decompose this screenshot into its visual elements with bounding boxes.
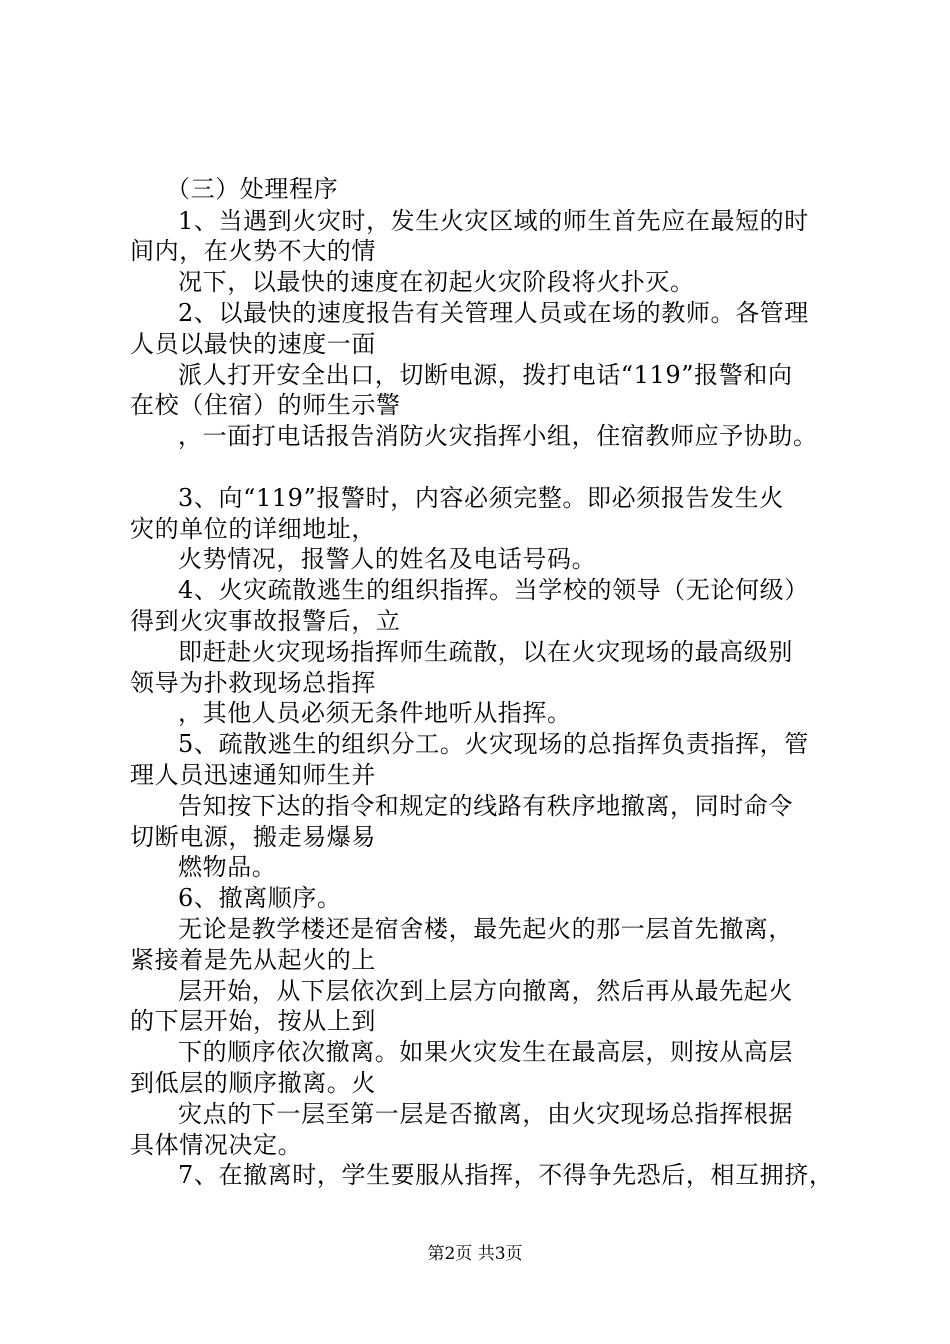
text-line: （三）处理程序 (166, 175, 339, 203)
text-line: 层开始，从下层依次到上层方向撤离，然后再从最先起火 (178, 977, 793, 1005)
text-line: ，其他人员必须无条件地听从指挥。 (178, 699, 572, 727)
text-line: 况下，以最快的速度在初起火灾阶段将火扑灭。 (178, 268, 695, 296)
text-line: 在校（住宿）的师生示警 (130, 391, 401, 419)
text-line: 4、火灾疏散逃生的组织指挥。当学校的领导（无论何级） (178, 576, 809, 604)
text-line: 切断电源，搬走易爆易 (130, 823, 376, 851)
text-line: 火势情况，报警人的姓名及电话号码。 (178, 545, 597, 573)
text-line: 灾的单位的详细地址， (130, 515, 376, 543)
text-line: 告知按下达的指令和规定的线路有秩序地撤离，同时命令 (178, 792, 793, 820)
text-line: 6、撤离顺序。 (178, 884, 342, 912)
text-line: 1、当遇到火灾时，发生火灾区域的师生首先应在最短的时 (178, 207, 809, 235)
text-line: 领导为扑救现场总指挥 (130, 669, 376, 697)
text-line: 派人打开安全出口，切断电源，拨打电话“119”报警和向 (178, 361, 793, 389)
text-line: 的下层开始，按从上到 (130, 1007, 376, 1035)
text-line: 即赶赴火灾现场指挥师生疏散，以在火灾现场的最高级别 (178, 638, 793, 666)
text-line: ，一面打电话报告消防火灾指挥小组，住宿教师应予协助。 (178, 422, 818, 450)
text-line: 2、以最快的速度报告有关管理人员或在场的教师。各管理 (178, 299, 809, 327)
text-line: 5、疏散逃生的组织分工。火灾现场的总指挥负责指挥，管 (178, 730, 809, 758)
text-line: 人员以最快的速度一面 (130, 330, 376, 358)
text-line: 无论是教学楼还是宿舍楼，最先起火的那一层首先撤离， (178, 915, 793, 943)
text-line: 紧接着是先从起火的上 (130, 946, 376, 974)
text-line: 3、向“119”报警时，内容必须完整。即必须报告发生火 (178, 484, 784, 512)
page-number-footer: 第2页 共3页 (427, 1244, 523, 1264)
text-line: 具体情况决定。 (130, 1131, 303, 1159)
text-line: 间内，在火势不大的情 (130, 237, 376, 265)
text-line: 得到火灾事故报警后，立 (130, 607, 401, 635)
text-line: 7、在撤离时，学生要服从指挥，不得争先恐后，相互拥挤， (178, 1161, 834, 1189)
text-line: 到低层的顺序撤离。火 (130, 1069, 376, 1097)
text-line: 灾点的下一层至第一层是否撤离，由火灾现场总指挥根据 (178, 1100, 793, 1128)
text-line: 理人员迅速通知师生并 (130, 761, 376, 789)
text-line: 下的顺序依次撤离。如果火灾发生在最高层，则按从高层 (178, 1038, 793, 1066)
text-line: 燃物品。 (178, 853, 277, 881)
